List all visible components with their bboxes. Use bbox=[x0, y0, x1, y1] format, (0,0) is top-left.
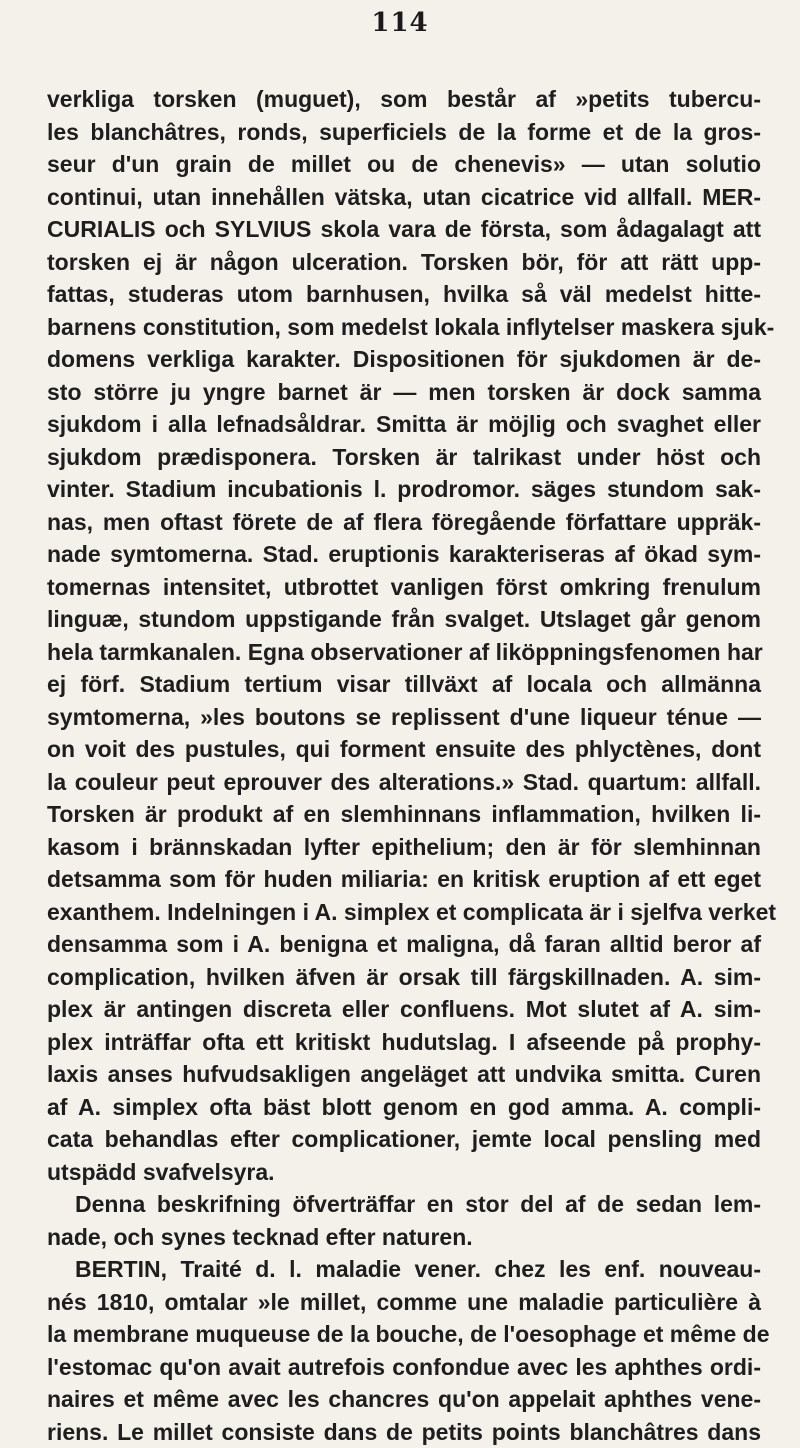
text-line: detsamma som för huden miliaria: en kritisk eruption af ett eget bbox=[47, 863, 761, 896]
text-line: laxis anses hufvudsakligen angeläget att undvika smitta. Curen bbox=[47, 1058, 761, 1091]
text-line: symtomerna, »les boutons se replissent d'une liqueur ténue — bbox=[47, 701, 761, 734]
body-text bbox=[47, 83, 761, 1448]
text-line: riens. Le millet consiste dans de petits points blanchâtres dans bbox=[47, 1416, 761, 1448]
text-line: sjukdom prædisponera. Torsken är talrikast under höst och bbox=[47, 441, 761, 474]
text-line: af A. simplex ofta bäst blott genom en god amma. A. compli- bbox=[47, 1091, 761, 1124]
text-line: nés 1810, omtalar »le millet, comme une maladie particulière à bbox=[47, 1286, 761, 1319]
text-line: plex inträffar ofta ett kritiskt hudutslag. I afseende på prophy- bbox=[47, 1026, 761, 1059]
text-line: on voit des pustules, qui forment ensuite des phlyctènes, dont bbox=[47, 733, 761, 766]
text-line: cata behandlas efter complicationer, jemte local pensling med bbox=[47, 1123, 761, 1156]
text-line: densamma som i A. benigna et maligna, då faran alltid beror af bbox=[47, 928, 761, 961]
page-number: 114 bbox=[0, 8, 800, 38]
text-line: CURIALIS och SYLVIUS skola vara de första, som ådagalagt att bbox=[47, 213, 761, 246]
text-line: domens verkliga karakter. Dispositionen för sjukdomen är de- bbox=[47, 343, 761, 376]
text-line: ej förf. Stadium tertium visar tillväxt af locala och allmänna bbox=[47, 668, 761, 701]
text-line: la couleur peut eprouver des alterations.» Stad. quartum: allfall. bbox=[47, 766, 761, 799]
text-line: kasom i brännskadan lyfter epithelium; den är för slemhinnan bbox=[47, 831, 761, 864]
text-line: plex är antingen discreta eller confluens. Mot slutet af A. sim- bbox=[47, 993, 761, 1026]
text-line: fattas, studeras utom barnhusen, hvilka så väl medelst hitte- bbox=[47, 278, 761, 311]
text-line: exanthem. Indelningen i A. simplex et complicata är i sjelfva verket bbox=[47, 896, 761, 929]
text-line: tomernas intensitet, utbrottet vanligen först omkring frenulum bbox=[47, 571, 761, 604]
text-line: verkliga torsken (muguet), som består af »petits tubercu- bbox=[47, 83, 761, 116]
text-line: barnens constitution, som medelst lokala inflytelser maskera sjuk- bbox=[47, 311, 761, 344]
text-line: utspädd svafvelsyra. bbox=[47, 1156, 761, 1189]
text-line: vinter. Stadium incubationis l. prodromor. säges stundom sak- bbox=[47, 473, 761, 506]
text-line: nade, och synes tecknad efter naturen. bbox=[47, 1221, 761, 1254]
text-line: sjukdom i alla lefnadsåldrar. Smitta är möjlig och svaghet eller bbox=[47, 408, 761, 441]
text-line: continui, utan innehållen vätska, utan cicatrice vid allfall. MER- bbox=[47, 181, 761, 214]
text-line: nade symtomerna. Stad. eruptionis karakteriseras af ökad sym- bbox=[47, 538, 761, 571]
text-line: naires et même avec les chancres qu'on appelait aphthes vene- bbox=[47, 1383, 761, 1416]
text-line: BERTIN, Traité d. l. maladie vener. chez les enf. nouveau- bbox=[47, 1253, 761, 1286]
text-line: seur d'un grain de millet ou de chenevis» — utan solutio bbox=[47, 148, 761, 181]
text-line: la membrane muqueuse de la bouche, de l'oesophage et même de bbox=[47, 1318, 761, 1351]
text-line: Denna beskrifning öfverträffar en stor del af de sedan lem- bbox=[47, 1188, 761, 1221]
text-line: l'estomac qu'on avait autrefois confondue avec les aphthes ordi- bbox=[47, 1351, 761, 1384]
text-line: nas, men oftast förete de af flera föregående författare uppräk- bbox=[47, 506, 761, 539]
text-line: linguæ, stundom uppstigande från svalget. Utslaget går genom bbox=[47, 603, 761, 636]
text-line: complication, hvilken äfven är orsak till färgskillnaden. A. sim- bbox=[47, 961, 761, 994]
text-line: Torsken är produkt af en slemhinnans inflammation, hvilken li- bbox=[47, 798, 761, 831]
text-line: torsken ej är någon ulceration. Torsken bör, för att rätt upp- bbox=[47, 246, 761, 279]
text-line: sto större ju yngre barnet är — men torsken är dock samma bbox=[47, 376, 761, 409]
text-line: les blanchâtres, ronds, superficiels de la forme et de la gros- bbox=[47, 116, 761, 149]
text-line: hela tarmkanalen. Egna observationer af liköppningsfenomen har bbox=[47, 636, 761, 669]
